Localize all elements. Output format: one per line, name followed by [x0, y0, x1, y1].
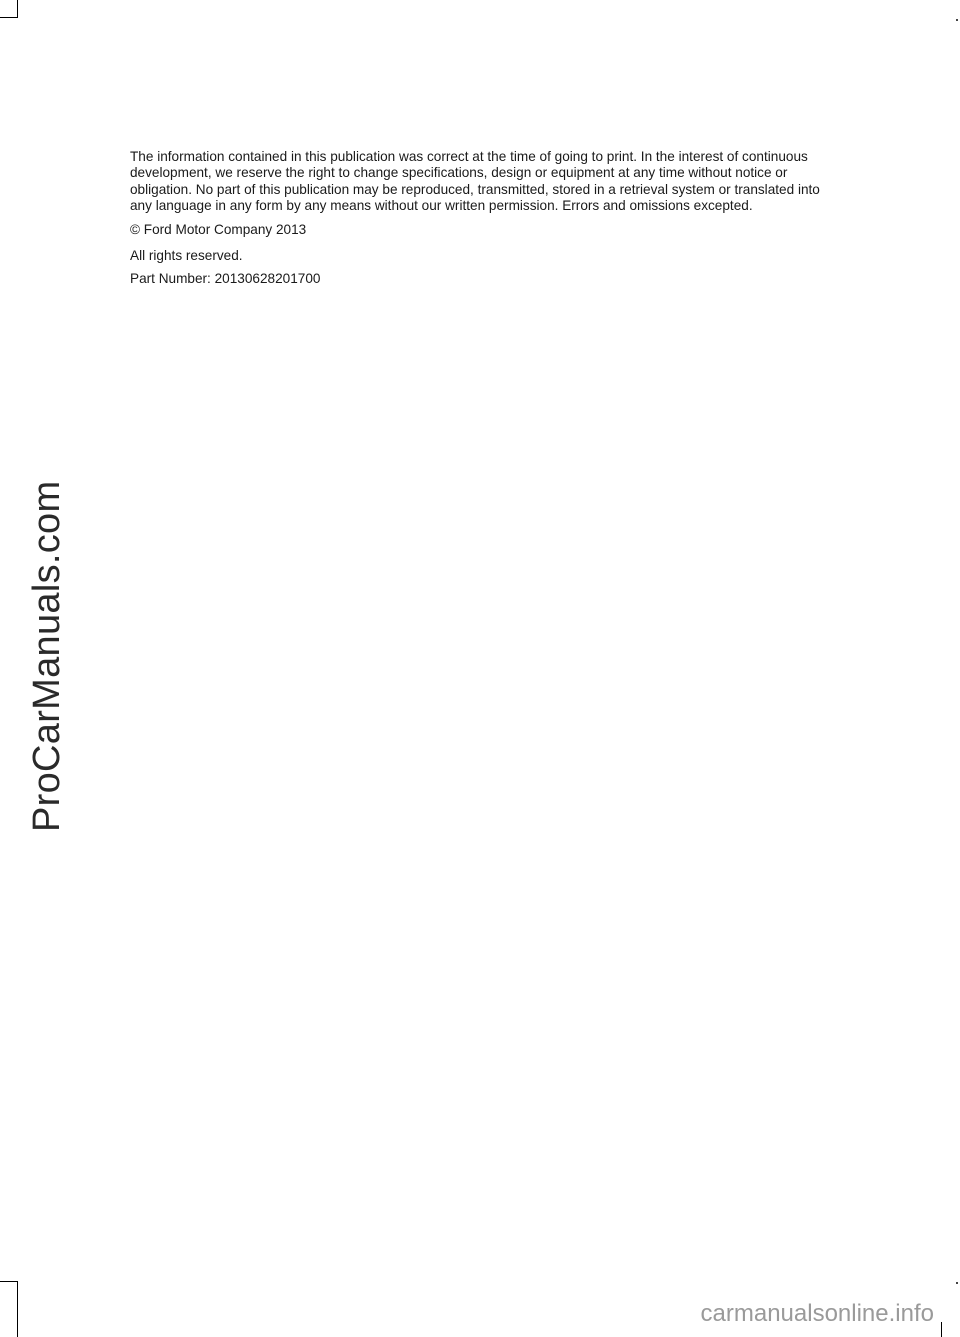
- registration-tick-top-right: [956, 19, 958, 21]
- disclaimer-text: The information contained in this publication was correct at the time of going to print. In the interest of continuous development, we reserve the right to change specifications, design or equipment at any time without notice or obligation. No part of this publication may be reproduced, transmitted, stored in a retrieval system or translated into any language in any form by any means without our written permission. Errors and omissions excepted.: [130, 149, 820, 214]
- imprint-block: [130, 149, 835, 295]
- bottom-watermark: carmanualsonline.info: [700, 1300, 934, 1327]
- crop-mark-bottom-left-vertical: [17, 1281, 18, 1337]
- copyright-notice: © Ford Motor Company 2013: [130, 221, 307, 237]
- part-number: Part Number: 20130628201700: [130, 271, 321, 287]
- crop-mark-top-left-vertical: [17, 0, 18, 18]
- rights-statement: All rights reserved.: [130, 248, 243, 264]
- side-watermark: ProCarManuals.com: [26, 480, 68, 832]
- registration-tick-bottom-right: [956, 1282, 958, 1284]
- crop-mark-bottom-left-horizontal: [0, 1281, 18, 1282]
- crop-mark-bottom-right-vertical: [941, 1322, 942, 1337]
- crop-mark-top-left-horizontal: [0, 17, 18, 18]
